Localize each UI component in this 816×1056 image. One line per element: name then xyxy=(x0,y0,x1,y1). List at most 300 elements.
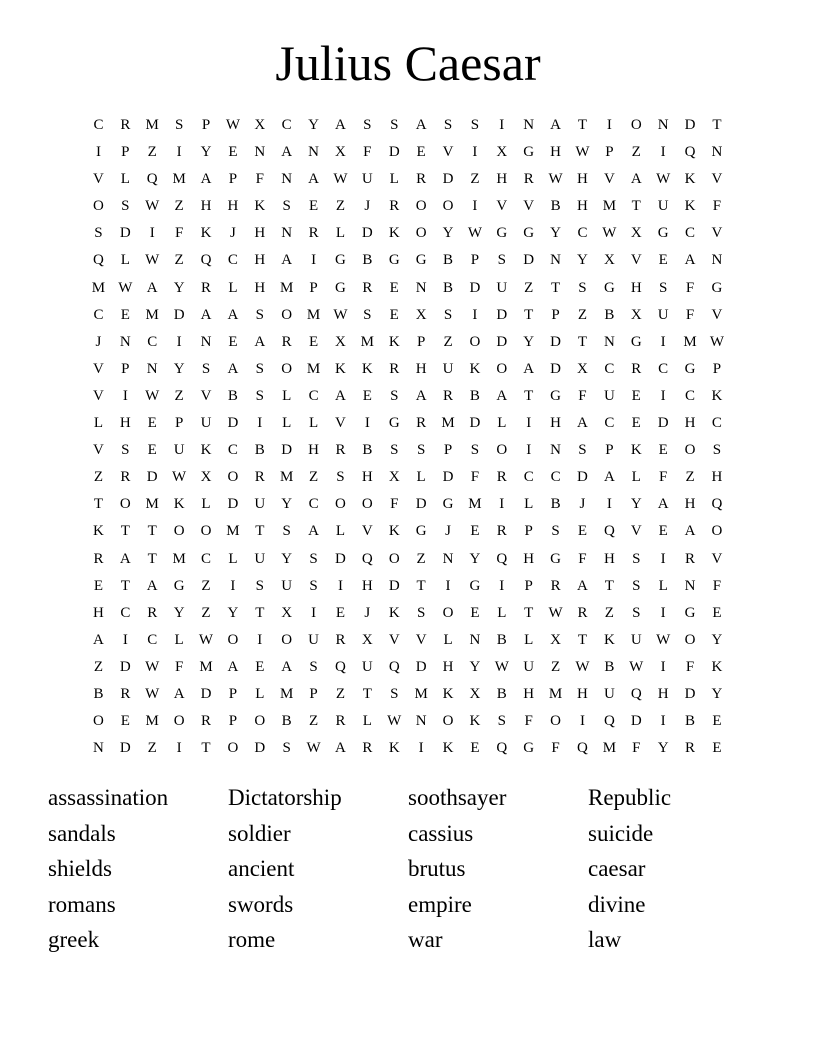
grid-letter: O xyxy=(227,740,239,757)
grid-letter: I xyxy=(660,658,666,675)
grid-letter: H xyxy=(630,279,642,296)
grid-letter: S xyxy=(121,442,130,459)
grid-letter: I xyxy=(579,713,585,730)
grid-letter: K xyxy=(469,713,481,730)
word-list-item: caesar xyxy=(588,856,646,882)
grid-letter: P xyxy=(524,523,533,540)
grid-letter: S xyxy=(632,550,641,567)
grid-letter: G xyxy=(496,225,508,242)
grid-letter: U xyxy=(442,360,454,377)
grid-letter: L xyxy=(658,577,668,594)
grid-letter: F xyxy=(712,198,722,215)
grid-letter: D xyxy=(227,415,239,432)
grid-letter: K xyxy=(442,685,454,702)
grid-letter: G xyxy=(523,740,535,757)
grid-letter: R xyxy=(577,604,588,621)
grid-letter: M xyxy=(280,469,294,486)
grid-letter: X xyxy=(254,117,266,133)
grid-letter: H xyxy=(361,577,373,594)
grid-letter: D xyxy=(335,550,346,567)
grid-letter: W xyxy=(709,333,725,350)
word-list-item: Republic xyxy=(588,785,672,810)
grid-letter: J xyxy=(95,333,102,350)
grid-letter: G xyxy=(523,225,535,242)
grid-letter: F xyxy=(578,387,587,404)
grid-letter: C xyxy=(604,415,615,432)
word-list-item: Dictatorship xyxy=(228,785,342,810)
grid-letter: L xyxy=(93,415,104,432)
grid-letter: T xyxy=(577,117,588,133)
grid-letter: D xyxy=(254,740,266,757)
grid-letter: D xyxy=(200,685,212,702)
grid-letter: B xyxy=(281,713,292,730)
grid-letter: K xyxy=(711,658,723,675)
grid-letter: Z xyxy=(416,550,426,567)
grid-letter: F xyxy=(524,713,533,730)
grid-letter: M xyxy=(306,360,321,377)
grid-letter: E xyxy=(147,442,157,459)
grid-letter: O xyxy=(93,713,104,730)
grid-letter: L xyxy=(497,415,507,432)
grid-letter: K xyxy=(388,740,400,757)
grid-letter: E xyxy=(631,415,641,432)
grid-letter: R xyxy=(389,360,400,377)
grid-letter: V xyxy=(603,171,615,188)
grid-letter: I xyxy=(606,496,612,513)
grid-letter: Y xyxy=(657,740,669,757)
grid-letter: W xyxy=(306,740,321,757)
grid-letter: B xyxy=(443,279,454,296)
grid-letter: Z xyxy=(93,469,104,486)
grid-letter: S xyxy=(578,442,587,459)
grid-letter: V xyxy=(335,415,346,432)
grid-letter: O xyxy=(388,550,400,567)
grid-letter: X xyxy=(388,469,400,486)
grid-letter: K xyxy=(200,442,212,459)
grid-letter: G xyxy=(415,523,427,540)
grid-letter: P xyxy=(470,252,480,269)
grid-letter: G xyxy=(711,279,723,296)
grid-letter: Y xyxy=(227,604,239,621)
grid-letter: C xyxy=(308,387,319,404)
grid-letter: H xyxy=(711,469,723,486)
grid-letter: S xyxy=(309,658,318,675)
grid-letter: Z xyxy=(335,198,346,215)
grid-letter: G xyxy=(388,252,400,269)
grid-letter: Z xyxy=(308,713,319,730)
grid-letter: G xyxy=(684,360,696,377)
grid-letter: E xyxy=(631,387,641,404)
grid-letter: F xyxy=(363,144,372,161)
grid-letter: R xyxy=(254,469,265,486)
grid-letter: S xyxy=(309,550,318,567)
grid-letter: E xyxy=(577,523,588,540)
grid-letter: I xyxy=(660,333,666,350)
grid-letter: R xyxy=(496,523,507,540)
grid-letter: G xyxy=(173,577,185,594)
grid-letter: M xyxy=(414,685,428,702)
grid-letter: N xyxy=(684,577,696,594)
grid-letter: E xyxy=(389,306,399,323)
grid-letter: B xyxy=(496,685,507,702)
grid-letter: H xyxy=(577,198,588,215)
grid-letter: R xyxy=(147,604,158,621)
grid-letter: I xyxy=(122,631,128,648)
grid-letter: I xyxy=(418,740,424,757)
grid-letter: S xyxy=(174,117,184,133)
grid-letter: K xyxy=(173,496,185,513)
grid-letter: K xyxy=(469,360,481,377)
grid-letter: K xyxy=(93,523,104,540)
grid-letter: I xyxy=(472,198,478,215)
grid-letter: U xyxy=(173,442,185,459)
grid-letter: C xyxy=(685,387,696,404)
grid-letter: D xyxy=(469,415,481,432)
word-list-item: divine xyxy=(588,891,646,917)
grid-letter: W xyxy=(225,117,240,133)
grid-letter: N xyxy=(254,144,266,161)
grid-letter: P xyxy=(712,360,722,377)
grid-letter: L xyxy=(524,631,534,648)
grid-letter: E xyxy=(658,252,668,269)
grid-letter: C xyxy=(147,631,158,648)
grid-letter: T xyxy=(604,577,614,594)
grid-letter: V xyxy=(93,442,104,459)
grid-letter: F xyxy=(685,279,695,296)
grid-letter: I xyxy=(337,577,343,594)
grid-letter: D xyxy=(550,333,561,350)
word-list-item: romans xyxy=(48,891,116,917)
grid-letter: S xyxy=(443,306,453,323)
grid-letter: R xyxy=(281,333,292,350)
grid-letter: S xyxy=(282,198,291,215)
grid-letter: H xyxy=(119,415,131,432)
grid-letter: Z xyxy=(470,171,480,188)
grid-letter: U xyxy=(361,658,373,675)
grid-letter: P xyxy=(551,306,560,323)
grid-letter: L xyxy=(228,550,238,567)
grid-letter: Z xyxy=(631,144,641,161)
grid-letter: Y xyxy=(173,279,185,296)
grid-letter: D xyxy=(577,469,588,486)
word-list-item: cassius xyxy=(408,820,474,846)
grid-letter: N xyxy=(711,252,723,269)
grid-letter: Z xyxy=(201,577,211,594)
grid-letter: W xyxy=(145,252,160,269)
grid-letter: B xyxy=(362,252,373,269)
grid-letter: Z xyxy=(685,469,695,486)
grid-letter: R xyxy=(335,713,346,730)
grid-letter: X xyxy=(496,144,508,161)
grid-letter: L xyxy=(308,415,319,432)
grid-letter: T xyxy=(255,604,265,621)
grid-letter: K xyxy=(388,523,400,540)
grid-letter: F xyxy=(255,171,264,188)
grid-letter: R xyxy=(685,550,696,567)
grid-letter: C xyxy=(685,225,696,242)
grid-letter: M xyxy=(306,306,321,323)
grid-letter: W xyxy=(387,713,402,730)
grid-letter: A xyxy=(415,387,427,404)
grid-letter: A xyxy=(308,523,319,540)
grid-letter: O xyxy=(469,333,481,350)
grid-letter: X xyxy=(335,333,346,350)
grid-letter: M xyxy=(683,333,697,350)
grid-letter: W xyxy=(172,469,187,486)
grid-letter: O xyxy=(173,713,185,730)
grid-letter: O xyxy=(496,442,508,459)
grid-letter: W xyxy=(198,631,214,648)
grid-letter: H xyxy=(577,685,588,702)
grid-letter: I xyxy=(660,144,666,161)
grid-letter: X xyxy=(630,306,642,323)
grid-letter: H xyxy=(577,171,588,188)
grid-letter: L xyxy=(174,631,184,648)
grid-letter: A xyxy=(603,469,615,486)
grid-letter: Z xyxy=(524,279,534,296)
grid-letter: A xyxy=(415,117,427,133)
grid-letter: V xyxy=(711,225,723,242)
grid-letter: C xyxy=(577,225,588,242)
grid-letter: S xyxy=(282,523,291,540)
grid-letter: G xyxy=(388,415,400,432)
grid-letter: O xyxy=(281,306,293,323)
grid-letter: P xyxy=(228,713,238,730)
grid-letter: Q xyxy=(711,496,723,513)
grid-letter: E xyxy=(308,198,319,215)
grid-letter: W xyxy=(602,225,617,242)
grid-letter: V xyxy=(711,171,723,188)
grid-letter: S xyxy=(470,117,480,133)
grid-letter: W xyxy=(118,279,133,296)
grid-letter: U xyxy=(657,306,669,323)
grid-letter: A xyxy=(200,306,212,323)
grid-letter: S xyxy=(390,442,399,459)
grid-letter: R xyxy=(416,171,427,188)
grid-letter: G xyxy=(523,144,535,161)
grid-letter: D xyxy=(146,469,158,486)
grid-letter: A xyxy=(550,117,561,133)
grid-letter: Z xyxy=(174,252,184,269)
grid-letter: C xyxy=(147,333,158,350)
grid-letter: W xyxy=(145,387,160,404)
grid-letter: G xyxy=(335,279,346,296)
grid-letter: N xyxy=(550,442,561,459)
grid-letter: G xyxy=(550,550,561,567)
grid-letter: M xyxy=(360,333,375,350)
grid-letter: U xyxy=(523,658,535,675)
grid-letter: A xyxy=(281,252,293,269)
grid-letter: O xyxy=(550,713,561,730)
grid-letter: T xyxy=(577,631,588,648)
grid-letter: D xyxy=(281,442,293,459)
grid-letter: Z xyxy=(604,604,614,621)
grid-letter: F xyxy=(551,740,560,757)
grid-letter: M xyxy=(172,550,186,567)
grid-letter: V xyxy=(630,252,642,269)
grid-letter: M xyxy=(548,685,563,702)
grid-letter: C xyxy=(711,415,722,432)
grid-letter: E xyxy=(658,523,668,540)
grid-letter: J xyxy=(579,496,586,513)
grid-letter: G xyxy=(335,252,346,269)
grid-letter: D xyxy=(361,225,373,242)
grid-letter: S xyxy=(255,360,264,377)
grid-letter: A xyxy=(684,523,696,540)
grid-letter: E xyxy=(470,740,480,757)
grid-letter: G xyxy=(415,252,427,269)
grid-letter: V xyxy=(415,631,427,648)
grid-letter: N xyxy=(469,631,481,648)
grid-letter: N xyxy=(711,144,723,161)
grid-letter: O xyxy=(119,496,131,513)
grid-letter: T xyxy=(120,523,130,540)
word-list-item: war xyxy=(408,927,443,953)
grid-letter: V xyxy=(200,387,212,404)
word-list-item: assassination xyxy=(48,785,169,810)
word-list-item: swords xyxy=(228,891,294,917)
grid-letter: F xyxy=(174,225,184,242)
grid-letter: V xyxy=(523,198,535,215)
grid-letter: S xyxy=(390,117,399,133)
grid-letter: P xyxy=(309,279,318,296)
grid-letter: I xyxy=(499,577,505,594)
grid-letter: R xyxy=(389,198,400,215)
grid-letter: I xyxy=(499,117,505,133)
grid-letter: V xyxy=(388,631,400,648)
grid-letter: O xyxy=(227,631,239,648)
grid-letter: A xyxy=(684,252,696,269)
grid-letter: T xyxy=(255,523,265,540)
grid-letter: I xyxy=(176,333,182,350)
grid-letter: I xyxy=(311,252,317,269)
grid-letter: R xyxy=(550,577,561,594)
grid-letter: W xyxy=(145,198,160,215)
grid-letter: M xyxy=(441,415,455,432)
grid-letter: K xyxy=(603,631,615,648)
grid-letter: Y xyxy=(442,225,454,242)
grid-letter: D xyxy=(496,306,508,323)
grid-letter: S xyxy=(94,225,103,242)
grid-letter: W xyxy=(548,171,563,188)
grid-letter: O xyxy=(711,523,723,540)
grid-letter: R xyxy=(120,117,131,133)
grid-letter: R xyxy=(523,171,534,188)
grid-letter: H xyxy=(254,225,266,242)
grid-letter: Q xyxy=(496,550,508,567)
grid-letter: U xyxy=(200,415,212,432)
grid-letter: C xyxy=(120,604,131,621)
grid-letter: A xyxy=(146,577,158,594)
grid-letter: V xyxy=(711,306,723,323)
grid-letter: A xyxy=(335,117,346,133)
grid-letter: M xyxy=(145,117,159,133)
grid-letter: U xyxy=(308,631,319,648)
grid-letter: G xyxy=(684,604,696,621)
grid-letter: Y xyxy=(577,252,588,269)
grid-letter: R xyxy=(362,740,373,757)
grid-letter: T xyxy=(201,740,211,757)
grid-letter: N xyxy=(281,171,293,188)
grid-letter: Y xyxy=(173,360,185,377)
grid-letter: X xyxy=(200,469,212,486)
grid-letter: M xyxy=(602,198,617,215)
word-list-item: shields xyxy=(48,856,112,882)
word-list-item: ancient xyxy=(228,856,295,882)
grid-letter: A xyxy=(496,387,508,404)
grid-letter: P xyxy=(228,171,238,188)
grid-letter: S xyxy=(632,604,641,621)
grid-letter: H xyxy=(442,658,454,675)
grid-letter: O xyxy=(335,496,346,513)
grid-letter: V xyxy=(93,387,104,404)
grid-letter: U xyxy=(657,198,669,215)
grid-letter: X xyxy=(361,631,373,648)
grid-letter: D xyxy=(657,415,669,432)
grid-letter: H xyxy=(361,469,373,486)
grid-letter: I xyxy=(472,144,478,161)
grid-letter: K xyxy=(684,171,696,188)
grid-letter: O xyxy=(227,469,239,486)
grid-letter: F xyxy=(712,577,722,594)
grid-letter: R xyxy=(335,631,346,648)
grid-letter: H xyxy=(550,144,561,161)
grid-letter: O xyxy=(254,713,266,730)
grid-letter: L xyxy=(335,225,346,242)
grid-letter: L xyxy=(201,496,211,513)
grid-letter: O xyxy=(361,496,373,513)
grid-letter: W xyxy=(656,171,671,188)
grid-letter: B xyxy=(550,198,561,215)
grid-letter: H xyxy=(415,360,427,377)
word-list-item: suicide xyxy=(588,820,654,846)
grid-letter: S xyxy=(201,360,211,377)
grid-letter: Y xyxy=(308,117,319,133)
grid-letter: T xyxy=(147,550,157,567)
grid-letter: K xyxy=(388,225,400,242)
grid-letter: A xyxy=(630,171,642,188)
grid-letter: D xyxy=(469,279,481,296)
grid-letter: X xyxy=(415,306,427,323)
grid-letter: Z xyxy=(308,469,319,486)
grid-letter: O xyxy=(442,198,454,215)
grid-letter: Q xyxy=(684,144,696,161)
grid-letter: P xyxy=(201,117,211,133)
grid-letter: Y xyxy=(173,604,185,621)
grid-letter: M xyxy=(280,279,294,296)
grid-letter: L xyxy=(228,279,238,296)
grid-letter: A xyxy=(254,333,266,350)
grid-letter: E xyxy=(228,333,238,350)
grid-letter: D xyxy=(684,685,696,702)
grid-letter: G xyxy=(603,279,615,296)
grid-letter: O xyxy=(496,360,508,377)
grid-letter: R xyxy=(416,415,427,432)
grid-letter: K xyxy=(335,360,346,377)
grid-letter: O xyxy=(93,198,104,215)
grid-letter: K xyxy=(711,387,723,404)
grid-letter: N xyxy=(415,279,427,296)
grid-letter: K xyxy=(388,604,400,621)
grid-letter: N xyxy=(442,550,454,567)
grid-letter: S xyxy=(470,442,480,459)
grid-letter: B xyxy=(227,387,238,404)
grid-letter: I xyxy=(526,415,532,432)
page-title: Julius Caesar xyxy=(275,35,541,91)
grid-letter: I xyxy=(230,577,236,594)
grid-letter: U xyxy=(630,631,642,648)
grid-letter: F xyxy=(685,306,695,323)
